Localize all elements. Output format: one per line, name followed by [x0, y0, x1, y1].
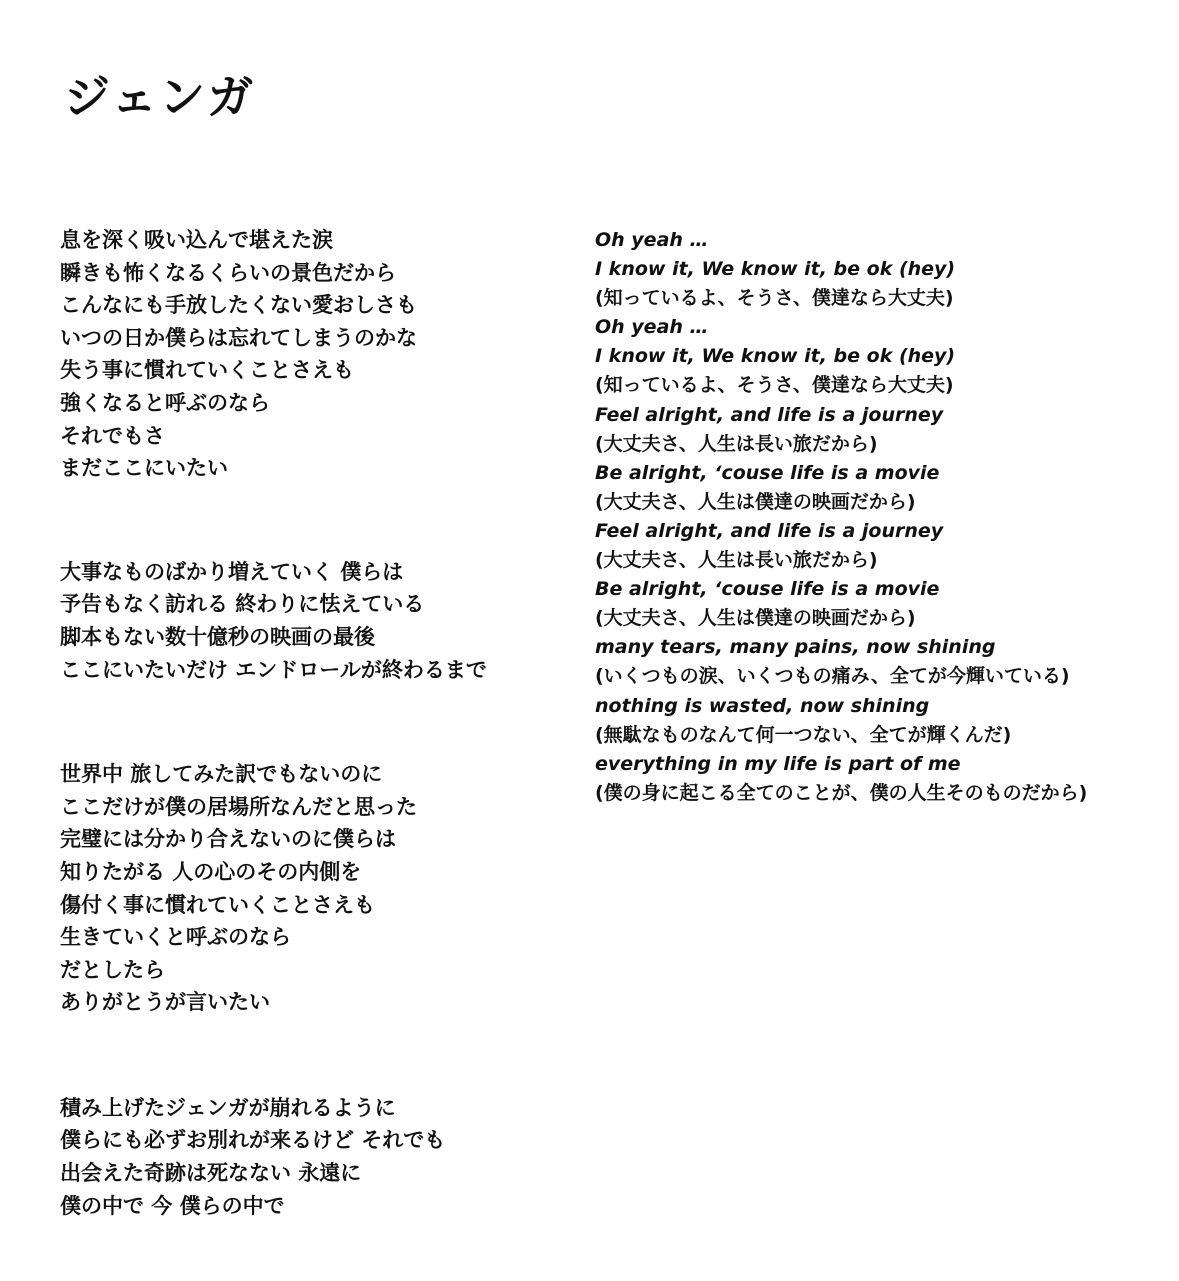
- lyric-line: 積み上げたジェンガが崩れるように: [60, 1095, 396, 1120]
- english-lyric-line: nothing is wasted, now shining: [595, 694, 930, 717]
- chorus-translation-column: [595, 226, 1165, 808]
- chorus-lines: [595, 226, 1165, 808]
- lyric-line: 知りたがる 人の心のその内側を: [60, 859, 362, 884]
- stanza-4: [60, 1092, 560, 1222]
- english-lyric-line: Be alright, ‘couse life is a movie: [595, 578, 940, 601]
- english-lyric-line: Oh yeah …: [595, 229, 709, 251]
- stanza-spacer: [60, 1019, 560, 1092]
- translation-line: (大丈夫さ、人生は僕達の映画だから): [595, 607, 916, 630]
- lyric-line: 完璧には分かり合えないのに僕らは: [60, 827, 396, 852]
- lyric-line: まだここにいたい: [60, 456, 228, 481]
- lyric-line: 息を深く吸い込んで堪えた涙: [60, 228, 333, 252]
- lyric-line: いつの日か僕らは忘れてしまうのかな: [60, 325, 417, 350]
- english-lyric-line: Feel alright, and life is a journey: [595, 519, 944, 542]
- english-lyric-line: I know it, We know it, be ok (hey): [595, 258, 956, 281]
- lyric-line: 失う事に慣れていくことさえも: [60, 358, 354, 383]
- stanza-spacer: [60, 686, 560, 758]
- english-lyric-line: Be alright, ‘couse life is a movie: [595, 461, 940, 484]
- translation-line: (無駄なものなんて何一つない、全てが輝くんだ): [595, 723, 1012, 746]
- translation-line: (大丈夫さ、人生は長い旅だから): [595, 549, 878, 572]
- lyric-line: 脚本もない数十億秒の映画の最後: [60, 624, 375, 649]
- stanza-3: [60, 758, 560, 1019]
- translation-line: (大丈夫さ、人生は長い旅だから): [595, 432, 878, 455]
- stanza-2: [60, 556, 560, 686]
- lyric-line: だとしたら: [60, 957, 165, 982]
- japanese-lyrics-column: [60, 224, 560, 1222]
- lyric-line: 生きていくと呼ぶのなら: [60, 925, 291, 950]
- stanza-1: [60, 224, 560, 485]
- lyric-line: ここだけが僕の居場所なんだと思った: [60, 794, 417, 819]
- translation-line: (いくつもの涙、いくつもの痛み、全てが今輝いている): [595, 665, 1070, 688]
- translation-line: (大丈夫さ、人生は僕達の映画だから): [595, 490, 916, 513]
- english-lyric-line: everything in my life is part of me: [595, 752, 961, 775]
- song-title: ジェンガ: [64, 70, 256, 124]
- translation-line: (僕の身に起こる全てのことが、僕の人生そのものだから): [595, 781, 1088, 804]
- lyric-line: 傷付く事に慣れていくことさえも: [60, 892, 375, 917]
- stanza-spacer: [60, 485, 560, 556]
- lyric-line: それでもさ: [60, 423, 165, 448]
- lyric-line: 世界中 旅してみた訳でもないのに: [60, 762, 383, 787]
- english-lyric-line: many tears, many pains, now shining: [595, 636, 996, 659]
- english-lyric-line: Oh yeah …: [595, 316, 709, 339]
- lyric-line: 僕らにも必ずお別れが来るけど それでも: [60, 1128, 446, 1153]
- lyric-line: 僕の中で 今 僕らの中で: [60, 1193, 285, 1218]
- translation-line: (知っているよ、そうさ、僕達なら大丈夫): [595, 374, 954, 397]
- lyric-line: こんなにも手放したくない愛おしさも: [60, 293, 417, 318]
- lyric-line: ありがとうが言いたい: [60, 990, 270, 1015]
- translation-line: (知っているよ、そうさ、僕達なら大丈夫): [595, 287, 954, 310]
- english-lyric-line: Feel alright, and life is a journey: [595, 403, 944, 426]
- lyric-line: 瞬きも怖くなるくらいの景色だから: [60, 260, 396, 285]
- english-lyric-line: I know it, We know it, be ok (hey): [595, 345, 956, 368]
- lyric-line: 予告もなく訪れる 終わりに怯えている: [60, 592, 425, 617]
- lyric-line: 出会えた奇跡は死なない 永遠に: [60, 1161, 362, 1186]
- lyric-line: 大事なものばかり増えていく 僕らは: [60, 559, 404, 584]
- lyric-line: ここにいたいだけ エンドロールが終わるまで: [60, 657, 487, 682]
- lyric-line: 強くなると呼ぶのなら: [60, 390, 270, 415]
